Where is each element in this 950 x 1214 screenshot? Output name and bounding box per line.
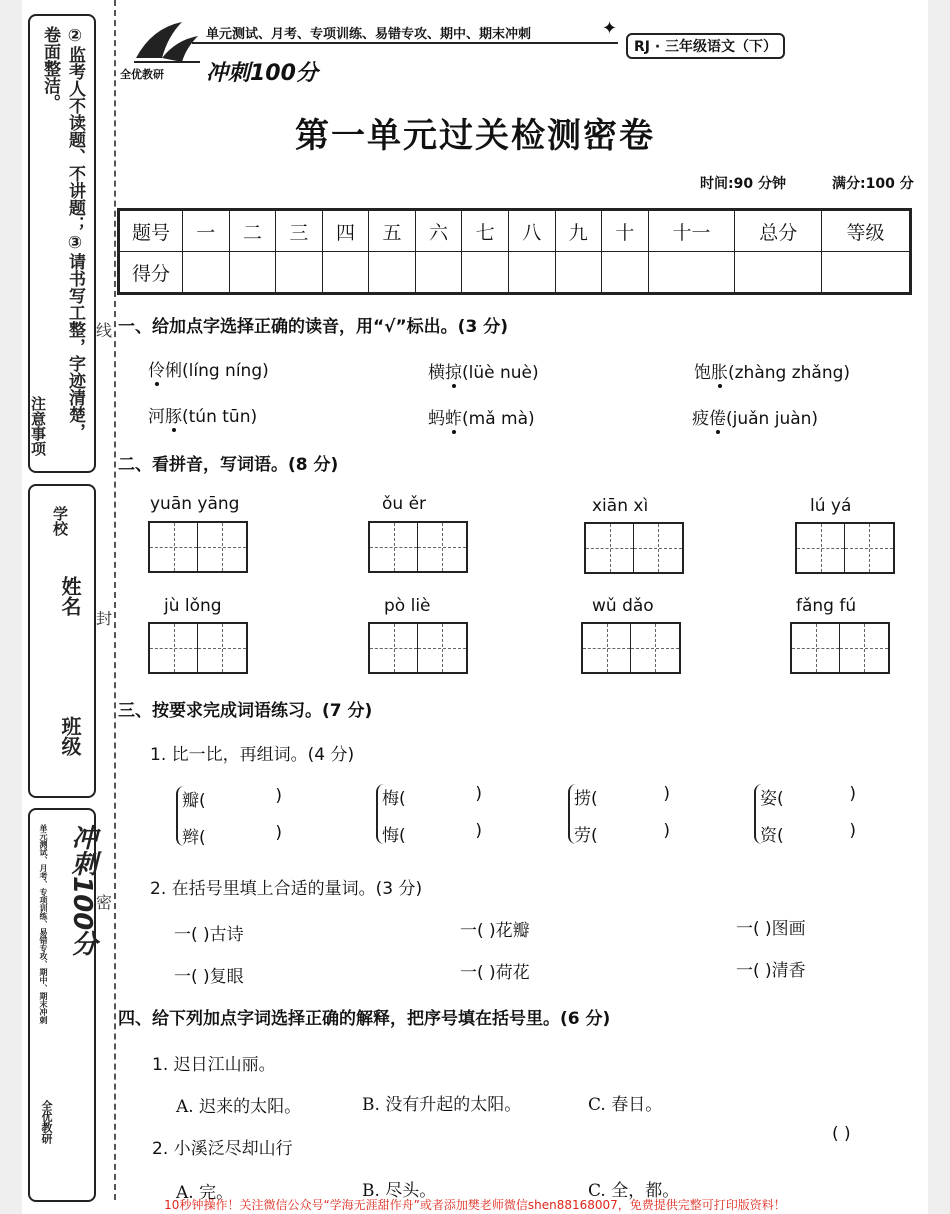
score-head-cell: 九 <box>555 210 602 252</box>
option-c[interactable]: C. 春日。 <box>588 1095 663 1115</box>
notice-label: 注意事项 <box>29 396 47 456</box>
brand-side-box <box>28 808 96 1202</box>
score-head-cell: 总分 <box>735 210 822 252</box>
pron-item[interactable] <box>694 358 850 383</box>
pinyin-label: jù lǒng <box>164 596 222 616</box>
dotted-char: 蚱 <box>445 409 462 429</box>
cut-label-xian: 线 <box>96 321 113 340</box>
score-head-cell: 一 <box>183 210 230 252</box>
score-head-cell: 三 <box>276 210 323 252</box>
score-input-cell[interactable] <box>462 252 509 294</box>
section-2-heading: 二、看拼音，写词语。(8 分) <box>118 455 339 475</box>
pinyin-label: fǎng fú <box>796 596 857 616</box>
writing-grid[interactable] <box>584 522 684 574</box>
score-head-cell: 四 <box>322 210 369 252</box>
pair-char: 姿( <box>760 789 784 809</box>
writing-grid[interactable] <box>148 521 248 573</box>
score-input-cell[interactable] <box>276 252 323 294</box>
compare-pair <box>176 786 282 846</box>
score-head-cell: 八 <box>508 210 555 252</box>
option-c[interactable]: C. 全，都。 <box>588 1181 680 1201</box>
dotted-char: 伶 <box>148 361 165 381</box>
paper <box>22 0 928 1214</box>
name-label: 姓名 <box>58 576 82 616</box>
question-4-1: 1. 迟日江山丽。 <box>152 1055 276 1075</box>
notice-text: ②监考人不读题、不讲题；③请书写工整，字迹清楚，卷面整洁。 <box>40 26 85 440</box>
brand-title: 冲刺100分 <box>206 61 318 86</box>
score-head-cell: 等级 <box>822 210 911 252</box>
pron-item[interactable] <box>428 404 535 429</box>
score-row-label: 得分 <box>119 252 183 294</box>
writing-grid[interactable] <box>368 622 468 674</box>
page-title: 第一单元过关检测密卷 <box>295 116 655 156</box>
option-a[interactable]: A. 完。 <box>176 1183 234 1203</box>
cut-line <box>114 0 116 1200</box>
question-4-2: 2. 小溪泛尽却山行 <box>152 1139 293 1159</box>
writing-grid[interactable] <box>368 521 468 573</box>
pair-close: ) <box>275 786 282 806</box>
pron-options: (líng níng) <box>182 361 269 381</box>
score-value-row <box>119 252 911 294</box>
score-input-cell[interactable] <box>735 252 822 294</box>
pron-rest: 蚂 <box>428 409 445 429</box>
edition-badge: RJ · 三年级语文（下） <box>626 33 785 59</box>
pair-close: ) <box>475 821 482 841</box>
score-head-cell: 六 <box>415 210 462 252</box>
side-tagline: 单元测试、月考、专项训练、易错专攻、期中、期末冲刺 <box>39 824 48 1024</box>
pair-close: ) <box>663 821 670 841</box>
dotted-char: 倦 <box>709 409 726 429</box>
pron-options: (juǎn juàn) <box>726 409 819 429</box>
writing-grid[interactable] <box>795 522 895 574</box>
dotted-char: 掠 <box>445 363 462 383</box>
pair-close: ) <box>663 784 670 804</box>
school-label: 学校 <box>51 506 69 536</box>
measure-item[interactable]: 一( )清香 <box>736 961 806 981</box>
compare-pair <box>376 784 482 844</box>
score-input-cell[interactable] <box>322 252 369 294</box>
option-b[interactable]: B. 尽头。 <box>362 1181 437 1201</box>
publisher-logo-text: 全优教研 <box>120 68 164 81</box>
pair-char: 劳( <box>574 826 598 846</box>
dotted-char: 豚 <box>165 407 182 427</box>
pron-rest: 俐 <box>165 361 182 381</box>
measure-item[interactable]: 一( )花瓣 <box>460 921 530 941</box>
notice-box <box>28 14 96 473</box>
measure-item[interactable]: 一( )古诗 <box>174 925 244 945</box>
side-publisher: 全优教研 <box>40 1100 53 1144</box>
score-input-cell[interactable] <box>415 252 462 294</box>
pair-close: ) <box>475 784 482 804</box>
full-score: 满分:100 分 <box>832 176 914 192</box>
section-1-heading: 一、给加点字选择正确的读音，用“√”标出。(3 分) <box>118 317 508 337</box>
pron-options: (zhàng zhǎng) <box>728 363 851 383</box>
score-input-cell[interactable] <box>555 252 602 294</box>
student-info-box <box>28 484 96 798</box>
series-tagline: 单元测试、月考、专项训练、易错专攻、期中、期末冲刺 <box>206 27 532 42</box>
writing-grid[interactable] <box>790 622 890 674</box>
pair-char: 梅( <box>382 789 406 809</box>
score-input-cell[interactable] <box>229 252 276 294</box>
pinyin-label: lú yá <box>810 496 852 516</box>
score-head-cell: 二 <box>229 210 276 252</box>
pron-options: (mǎ mà) <box>462 409 535 429</box>
score-head-cell: 七 <box>462 210 509 252</box>
measure-item[interactable]: 一( )图画 <box>736 919 806 939</box>
pron-rest: 饱 <box>694 363 711 383</box>
class-label: 班级 <box>58 716 82 756</box>
question-3-2: 2. 在括号里填上合适的量词。(3 分) <box>150 879 423 899</box>
pron-item[interactable] <box>148 356 269 381</box>
compare-pair <box>568 784 670 844</box>
score-header-row <box>119 210 911 252</box>
score-input-cell[interactable] <box>508 252 555 294</box>
side-brand: 冲刺100分 <box>67 824 97 957</box>
score-head-cell: 十一 <box>648 210 735 252</box>
pair-close: ) <box>275 823 282 843</box>
option-b[interactable]: B. 没有升起的太阳。 <box>362 1095 522 1115</box>
pinyin-label: yuān yāng <box>150 494 240 514</box>
score-table <box>117 208 912 295</box>
pair-close: ) <box>849 784 856 804</box>
pair-char: 资( <box>760 826 784 846</box>
section-3-heading: 三、按要求完成词语练习。(7 分) <box>118 701 373 721</box>
pair-char: 瓣( <box>182 791 206 811</box>
score-head-cell: 十 <box>602 210 649 252</box>
compare-pair <box>754 784 856 844</box>
cut-label-mi: 密 <box>96 893 113 912</box>
pron-options: (tún tūn) <box>182 407 258 427</box>
question-3-1: 1. 比一比，再组词。(4 分) <box>150 745 355 765</box>
cut-label-feng: 封 <box>96 609 113 628</box>
pair-char: 捞( <box>574 789 598 809</box>
pinyin-label: ǒu ěr <box>382 494 427 514</box>
measure-item[interactable]: 一( )复眼 <box>174 967 244 987</box>
pron-options: (lüè nuè) <box>462 363 539 383</box>
score-head-cell: 五 <box>369 210 416 252</box>
pron-rest: 河 <box>148 407 165 427</box>
writing-grid[interactable] <box>581 622 681 674</box>
section-4-heading: 四、给下列加点字词选择正确的解释，把序号填在括号里。(6 分) <box>118 1009 611 1029</box>
pron-rest: 疲 <box>692 409 709 429</box>
score-input-cell[interactable] <box>822 252 911 294</box>
pair-char: 辫( <box>182 828 206 848</box>
dotted-char: 胀 <box>711 363 728 383</box>
pinyin-label: wǔ dǎo <box>592 596 654 616</box>
measure-item[interactable]: 一( )荷花 <box>460 963 530 983</box>
answer-blank[interactable]: ( ) <box>832 1124 851 1144</box>
pinyin-label: xiān xì <box>592 496 649 516</box>
score-input-cell[interactable] <box>602 252 649 294</box>
score-input-cell[interactable] <box>183 252 230 294</box>
option-a[interactable]: A. 迟来的太阳。 <box>176 1097 302 1117</box>
writing-grid[interactable] <box>148 622 248 674</box>
pair-close: ) <box>849 821 856 841</box>
score-input-cell[interactable] <box>648 252 735 294</box>
pair-char: 悔( <box>382 826 406 846</box>
score-input-cell[interactable] <box>369 252 416 294</box>
score-head-cell: 题号 <box>119 210 183 252</box>
pron-item[interactable] <box>148 402 257 427</box>
promo-footer: 10秒钟操作！关注微信公众号“学海无涯甜作舟”或者添加樊老师微信shen88168007，免费提供完整可打印版资料！ <box>164 1198 786 1212</box>
header-rule <box>192 42 618 44</box>
pinyin-label: pò liè <box>384 596 431 616</box>
pron-rest: 横 <box>428 363 445 383</box>
exam-time: 时间:90 分钟 <box>700 176 786 192</box>
sparkle-icon: ✦ <box>602 18 618 39</box>
pron-item[interactable] <box>692 404 818 429</box>
pron-item[interactable] <box>428 358 539 383</box>
